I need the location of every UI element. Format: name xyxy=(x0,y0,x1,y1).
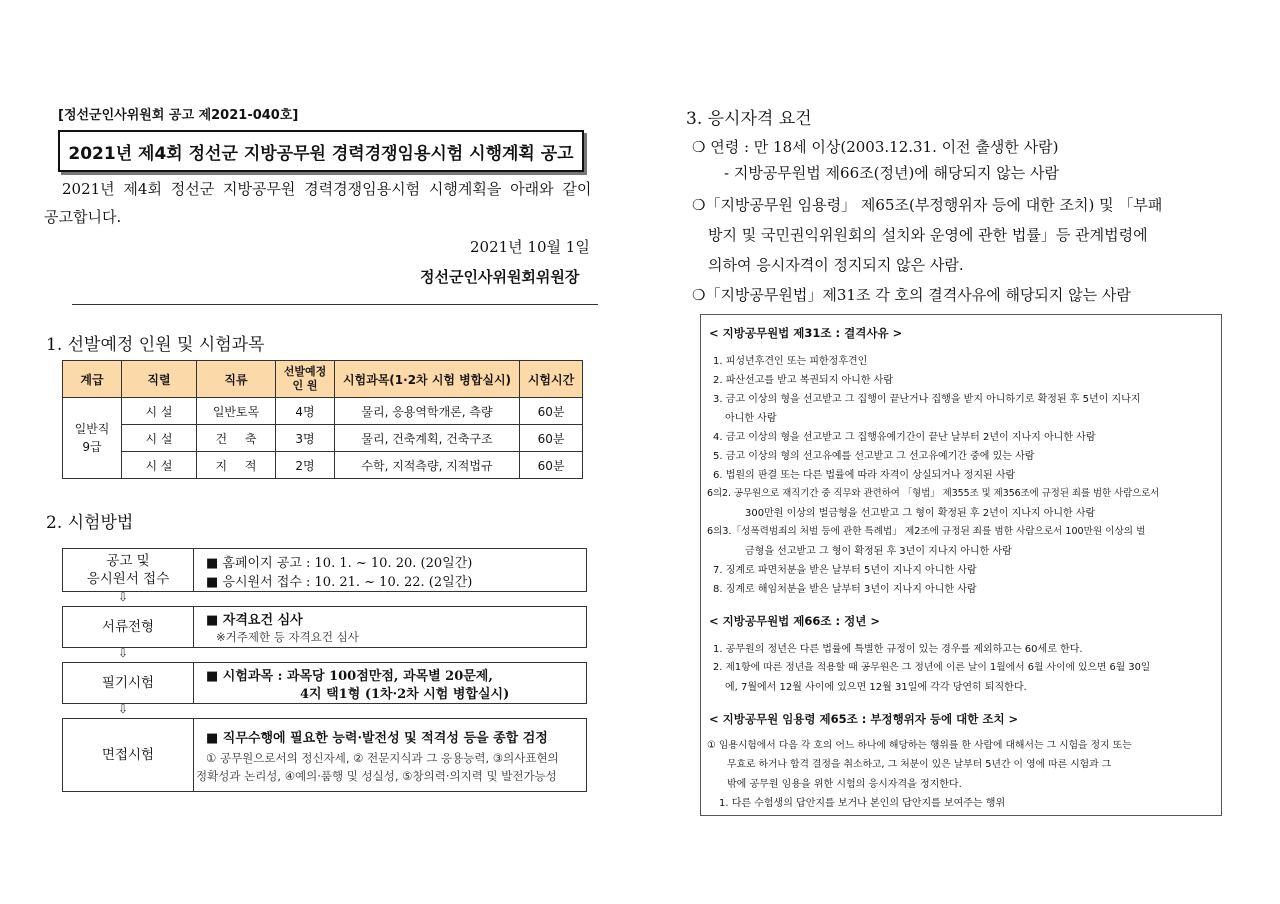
list-item: 1. 공무원의 정년은 다른 법률에 특별한 규정이 있는 경우를 제외하고는 60세로 한다. xyxy=(713,644,1083,655)
step-document-screening-desc xyxy=(194,606,587,648)
grade-cell xyxy=(63,398,122,479)
step-interview xyxy=(62,718,194,792)
note: ※거주제한 등 자격요건 심사 xyxy=(216,630,359,644)
law-heading-66: < 지방공무원법 제66조 : 정년 > xyxy=(709,614,880,628)
bullet-continuation: 4지 택1형 (1차·2차 시험 병합실시) xyxy=(300,687,510,702)
step-announcement xyxy=(62,548,194,592)
notice-date: 2021년 10월 1일 xyxy=(470,238,590,256)
list-item: 4. 금고 이상의 형을 선고받고 그 집행유예기간이 끝난 날부터 2년이 지나지 아니한 사람 xyxy=(713,432,1096,443)
step-document-screening xyxy=(62,606,194,648)
law-heading-31: < 지방공무원법 제31조 : 결격사유 > xyxy=(709,326,903,340)
kind-cell: 지 적 xyxy=(197,452,276,479)
divider xyxy=(72,304,598,305)
bullet: ■ 자격요건 심사 xyxy=(206,613,303,628)
header-count-line1: 선발예정 xyxy=(283,365,327,378)
exam-table xyxy=(62,360,583,479)
list-item: 3. 금고 이상의 형을 선고받고 그 집행이 끝난거나 집행을 받지 아니하기로 확정된 후 5년이 지나지 xyxy=(713,394,1141,405)
step-written-exam-desc xyxy=(194,662,587,704)
list-item: 무효로 하거나 합격 결정을 취소하고, 그 처분이 있은 날부터 5년간 이 영에 따른 시험과 그 xyxy=(727,759,1112,770)
header-kind: 직류 xyxy=(197,361,276,398)
law-heading-65: < 지방공무원 임용령 제65조 : 부정행위자 등에 대한 조치 > xyxy=(709,712,1019,726)
series-cell: 시 설 xyxy=(122,425,197,452)
table-row xyxy=(63,452,583,479)
requirement-age-sub: - 지방공무원법 제66조(정년)에 해당되지 않는 사람 xyxy=(724,164,1060,182)
notice-number: [정선군인사위원회 공고 제2021-040호] xyxy=(58,108,299,123)
kind-cell: 일반토목 xyxy=(197,398,276,425)
subjects-cell: 물리, 건축계획, 건축구조 xyxy=(335,425,520,452)
requirement-disqualification: ❍「지방공무원법」제31조 각 호의 결격사유에 해당되지 않는 사람 xyxy=(692,286,1131,304)
list-item: 1. 피성년후견인 또는 피한정후견인 xyxy=(713,356,868,367)
law-excerpt-box xyxy=(700,314,1222,816)
header-grade: 계급 xyxy=(63,361,122,398)
intro-line-2: 공고합니다. xyxy=(44,208,122,226)
list-item: 6의2. 공무원으로 재직기간 중 직무와 관련하여 「형법」 제355조 및 제356조에 규정된 죄를 범한 사람으로서 xyxy=(707,488,1160,499)
step-interview-desc xyxy=(194,718,587,792)
count-cell: 2명 xyxy=(276,452,335,479)
series-cell: 시 설 xyxy=(122,452,197,479)
step-label: 서류전형 xyxy=(101,619,155,635)
time-cell: 60분 xyxy=(520,398,583,425)
list-item: 7. 징계로 파면처분을 받은 날부터 5년이 지나지 아니한 사람 xyxy=(713,565,977,576)
document-title: 2021년 제4회 정선군 지방공무원 경력경쟁임용시험 시행계획 공고 xyxy=(68,143,574,164)
list-item: 8. 징계로 해임처분을 받은 날부터 3년이 지나지 아니한 사람 xyxy=(713,584,977,595)
document-title-box xyxy=(58,130,584,172)
note: 정확성과 논리성, ④예의·품행 및 성실성, ⑤창의력·의지력 및 발전가능성 xyxy=(196,769,557,783)
subjects-cell: 물리, 응용역학개론, 측량 xyxy=(335,398,520,425)
table-header-row xyxy=(63,361,583,398)
step-label: 면접시험 xyxy=(101,747,155,763)
requirement-law-line2: 방지 및 국민권익위원회의 설치와 운영에 관한 법률」등 관계법령에 xyxy=(708,226,1148,244)
list-item: 6의3.「성폭력범죄의 처벌 등에 관한 특례법」 제2조에 규정된 죄를 범한 사람으로서 100만원 이상의 벌 xyxy=(707,526,1146,537)
grade-line1: 일반직 xyxy=(74,422,110,436)
list-item: 5. 금고 이상의 형의 선고유예를 선고받고 그 선고유예기간 중에 있는 사람 xyxy=(713,451,1035,462)
bullet: ■ 홈페이지 공고 : 10. 1. ~ 10. 20. (20일간) xyxy=(206,556,473,571)
list-item: 2. 파산선고를 받고 복권되지 아니한 사람 xyxy=(713,375,893,386)
requirement-age: ❍ 연령 : 만 18세 이상(2003.12.31. 이전 출생한 사람) xyxy=(692,138,1059,156)
list-item: 1. 다른 수험생의 답안지를 보거나 본인의 답안지를 보여주는 행위 xyxy=(719,798,1006,809)
table-row xyxy=(63,398,583,425)
list-item: 밖에 공무원 임용을 위한 시험의 응시자격을 정지한다. xyxy=(727,779,962,790)
intro-line-1: 2021년 제4회 정선군 지방공무원 경력경쟁임용시험 시행계획을 아래와 같이 xyxy=(62,180,592,198)
signer: 정선군인사위원회위원장 xyxy=(420,268,580,286)
list-item: 아니한 사람 xyxy=(725,413,777,424)
list-item: 2. 제1항에 따른 정년을 적용할 때 공무원은 그 정년에 이른 날이 1월에서 6월 사이에 있으면 6월 30일 xyxy=(713,662,1151,673)
list-item: ① 임용시험에서 다음 각 호의 어느 하나에 해당하는 행위를 한 사람에 대해서는 그 시험을 정지 또는 xyxy=(707,740,1132,751)
list-item: 에, 7월에서 12월 사이에 있으면 12월 31일에 각각 당연히 퇴직한다. xyxy=(725,682,1027,693)
requirement-law-line1: ❍「지방공무원 임용령」 제65조(부정행위자 등에 대한 조치) 및 「부패 xyxy=(692,196,1163,214)
count-cell: 4명 xyxy=(276,398,335,425)
header-series: 직렬 xyxy=(122,361,197,398)
list-item: 6. 법원의 판결 또는 다른 법률에 따라 자격이 상실되거나 정지된 사람 xyxy=(713,470,1016,481)
bullet: ■ 직무수행에 필요한 능력·발전성 및 적격성 등을 종합 검정 xyxy=(206,731,548,746)
header-time: 시험시간 xyxy=(520,361,583,398)
header-count-line2: 인 원 xyxy=(292,379,318,392)
step-label-line2: 응시원서 접수 xyxy=(86,571,170,587)
step-label-line1: 공고 및 xyxy=(106,553,150,569)
grade-line2: 9급 xyxy=(82,440,102,454)
step-written-exam xyxy=(62,662,194,704)
list-item: 300만원 이상의 벌금형을 선고받고 그 형이 확정된 후 2년이 지나지 아니한 사람 xyxy=(745,508,1096,519)
step-label: 필기시험 xyxy=(101,675,155,691)
section-2-title: 2. 시험방법 xyxy=(46,513,134,533)
down-arrow-icon: ⇩ xyxy=(118,702,129,716)
note: ① 공무원으로서의 정신자세, ② 전문지식과 그 응용능력, ③의사표현의 xyxy=(206,751,559,765)
section-1-title: 1. 선발예정 인원 및 시험과목 xyxy=(46,335,265,355)
header-subjects: 시험과목(1·2차 시험 병합실시) xyxy=(335,361,520,398)
bullet: ■ 시험과목 : 과목당 100점만점, 과목별 20문제, xyxy=(206,669,493,684)
down-arrow-icon: ⇩ xyxy=(118,646,129,660)
list-item: 금형을 선고받고 그 형이 확정된 후 3년이 지나지 아니한 사람 xyxy=(745,546,1012,557)
header-count xyxy=(276,361,335,398)
step-announcement-desc xyxy=(194,548,587,592)
section-3-title: 3. 응시자격 요건 xyxy=(686,109,812,129)
requirement-law-line3: 의하여 응시자격이 정지되지 않은 사람. xyxy=(708,256,964,274)
time-cell: 60분 xyxy=(520,425,583,452)
bullet: ■ 응시원서 접수 : 10. 21. ~ 10. 22. (2일간) xyxy=(206,575,473,590)
table-row xyxy=(63,425,583,452)
count-cell: 3명 xyxy=(276,425,335,452)
kind-cell: 건 축 xyxy=(197,425,276,452)
time-cell: 60분 xyxy=(520,452,583,479)
subjects-cell: 수학, 지적측량, 지적법규 xyxy=(335,452,520,479)
down-arrow-icon: ⇩ xyxy=(118,590,129,604)
series-cell: 시 설 xyxy=(122,398,197,425)
